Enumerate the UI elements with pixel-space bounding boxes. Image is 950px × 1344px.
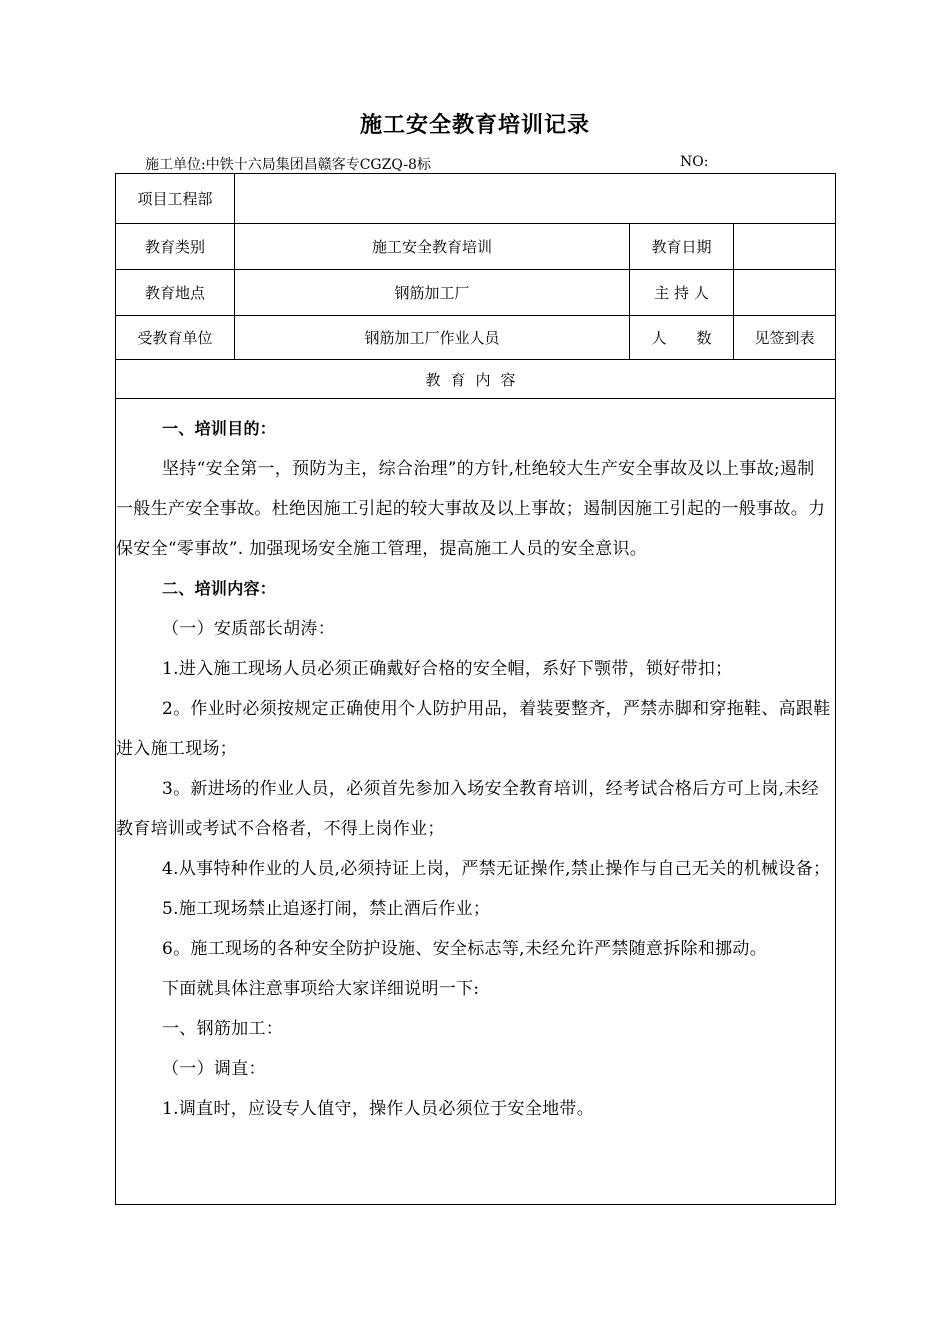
table-row <box>116 174 836 224</box>
paragraph: 1.进入施工现场人员必须正确戴好合格的安全帽，系好下颚带，锁好带扣； <box>162 659 733 679</box>
paragraph: 4.从事特种作业的人员,必须持证上岗，严禁无证操作,禁止操作与自己无关的机械设备； <box>162 859 831 879</box>
content-body <box>116 399 836 1205</box>
host-value <box>734 270 836 316</box>
paragraph: 坚持“安全第一，预防为主，综合治理”的方针,杜绝较大生产安全事故及以上事故;遏制一般生产安全事故。杜绝因施工引起的较大事故及以上事故；遏制因施工引起的一般事故。力保安全“零事故”. 加强现场安全施工管理，提高施工人员的安全意识。 <box>116 459 826 559</box>
document-title: 施工安全教育培训记录 <box>359 112 590 138</box>
project-dept-value <box>235 174 836 224</box>
record-number-label: NO: <box>680 154 709 170</box>
education-date-value <box>734 224 836 270</box>
table-row <box>116 399 836 1205</box>
table-row <box>116 316 836 360</box>
education-date-label: 教育日期 <box>630 224 734 270</box>
section-heading: 一、培训目的： <box>162 419 277 438</box>
paragraph: 1.调直时，应设专人值守，操作人员必须位于安全地带。 <box>162 1099 595 1119</box>
training-record-table <box>115 173 836 1205</box>
table-row <box>116 224 836 270</box>
table-row <box>116 360 836 399</box>
paragraph: 5.施工现场禁止追逐打闹，禁止酒后作业； <box>162 899 491 919</box>
paragraph: （一）安质部长胡涛： <box>162 619 335 639</box>
paragraph: 下面就具体注意事项给大家详细说明一下: <box>162 979 480 999</box>
host-label: 主 持 人 <box>630 270 734 316</box>
project-dept-label: 项目工程部 <box>116 174 235 224</box>
paragraph: 2。作业时必须按规定正确使用个人防护用品，着装要整齐，严禁赤脚和穿拖鞋、高跟鞋进入施工现场； <box>116 699 831 759</box>
paragraph: 6。施工现场的各种安全防护设施、安全标志等,未经允许严禁随意拆除和挪动。 <box>162 939 768 959</box>
paragraph: 3。新进场的作业人员，必须首先参加入场安全教育培训，经考试合格后方可上岗,未经教育培训或考试不合格者，不得上岗作业； <box>116 779 819 839</box>
paragraph: （一）调直： <box>162 1059 266 1079</box>
headcount-label: 人 数 <box>630 316 734 360</box>
education-type-label: 教育类别 <box>116 224 235 270</box>
content-header: 教育内容 <box>116 360 836 399</box>
table-row <box>116 270 836 316</box>
construction-unit-line: 施工单位:中铁十六局集团昌赣客专CGZQ-8标 <box>145 157 431 173</box>
paragraph: 一、钢筋加工： <box>162 1019 284 1039</box>
education-place-value: 钢筋加工厂 <box>235 270 630 316</box>
section-heading: 二、培训内容： <box>162 579 277 598</box>
trainee-unit-value: 钢筋加工厂作业人员 <box>235 316 630 360</box>
education-type-value: 施工安全教育培训 <box>235 224 630 270</box>
trainee-unit-label: 受教育单位 <box>116 316 235 360</box>
education-place-label: 教育地点 <box>116 270 235 316</box>
headcount-value: 见签到表 <box>734 316 836 360</box>
